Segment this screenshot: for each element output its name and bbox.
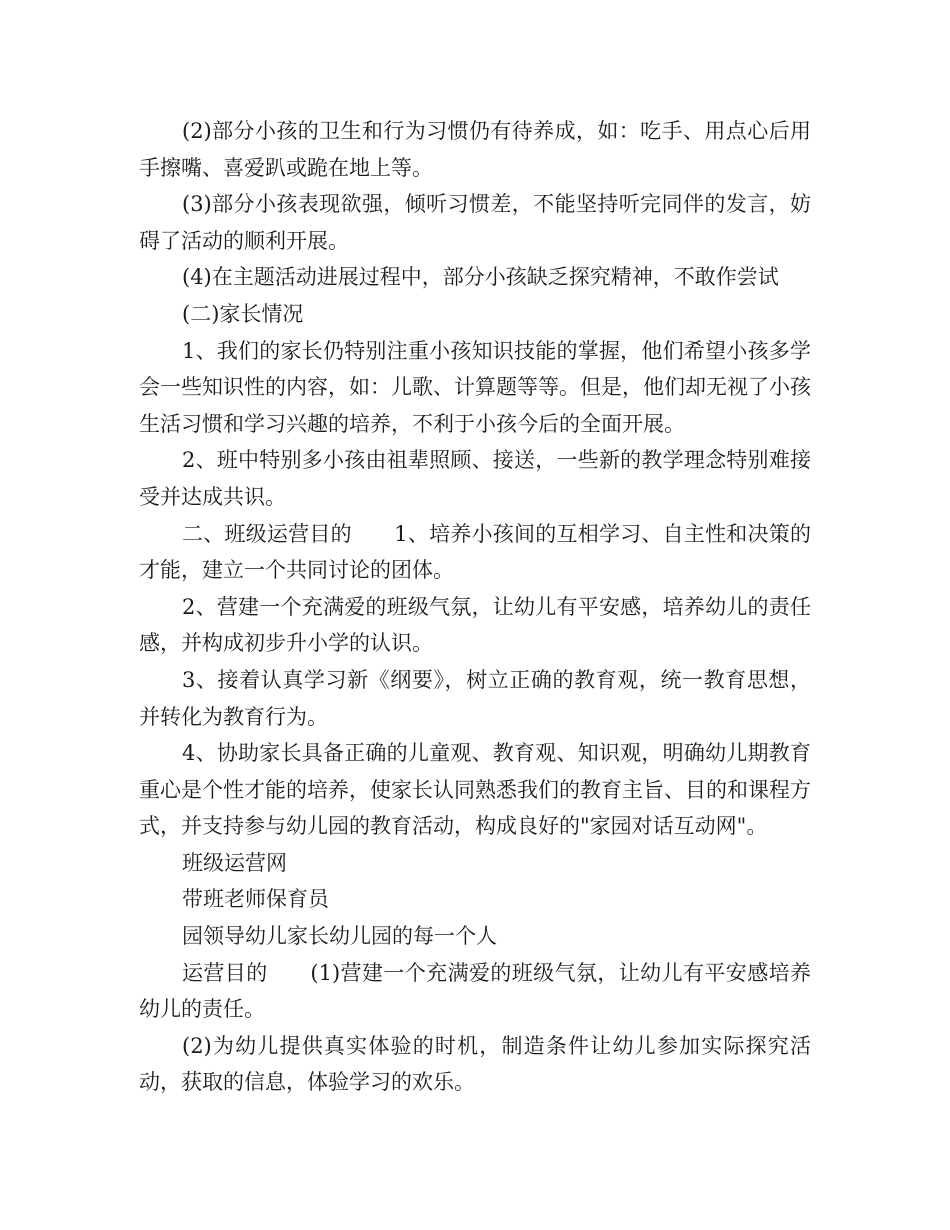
paragraph-operation-goal-1: 运营目的 (1)营建一个充满爱的班级气氛，让幼儿有平安感培养幼儿的责任。 <box>139 960 811 1022</box>
line-teachers-caregivers: 带班老师保育员 <box>182 887 329 912</box>
document-body <box>139 113 811 1101</box>
paragraph-class-goals-1: 二、班级运营目的 1、培养小孩间的互相学习、自主性和决策的才能，建立一个共同讨论的团体。 <box>139 521 811 583</box>
section-heading-parents: (二)家长情况 <box>182 301 304 326</box>
paragraph-listening-habits: (3)部分小孩表现欲强，倾听习惯差，不能坚持听完同伴的发言，妨碍了活动的顺利开展。 <box>139 192 811 253</box>
paragraph-exploration-spirit: (4)在主题活动进展过程中，部分小孩缺乏探究精神，不敢作尝试 <box>182 265 779 290</box>
paragraph-grandparents-care: 2、班中特别多小孩由祖辈照顾、接送，一些新的教学理念特别难接受并达成共识。 <box>139 448 811 509</box>
line-leaders-parents-everyone: 园领导幼儿家长幼儿园的每一个人 <box>182 924 497 949</box>
paragraph-parents-knowledge: 1、我们的家长仍特别注重小孩知识技能的掌握，他们希望小孩多学会一些知识性的内容，如：儿歌、计算题等等。但是，他们却无视了小孩生活习惯和学习兴趣的培养，不利于小孩今后的全面开展。 <box>139 338 811 436</box>
paragraph-class-goals-3: 3、接着认真学习新《纲要》，树立正确的教育观，统一教育思想，并转化为教育行为。 <box>139 667 811 729</box>
paragraph-hygiene-habits: (2)部分小孩的卫生和行为习惯仍有待养成，如：吃手、用点心后用手擦嘴、喜爱趴或跪在地上等。 <box>139 119 811 180</box>
line-class-network: 班级运营网 <box>182 850 287 875</box>
paragraph-operation-goal-2: (2)为幼儿提供真实体验的时机，制造条件让幼儿参加实际探究活动，获取的信息，体验学习的欢乐。 <box>139 1033 811 1095</box>
paragraph-class-goals-4: 4、协助家长具备正确的儿童观、教育观、知识观，明确幼儿期教育重心是个性才能的培养，使家长认同熟悉我们的教育主旨、目的和课程方式，并支持参与幼儿园的教育活动，构成良好的"家园对话互动网"。 <box>139 741 811 839</box>
paragraph-class-goals-2: 2、营建一个充满爱的班级气氛，让幼儿有平安感，培养幼儿的责任感，并构成初步升小学的认识。 <box>139 594 811 656</box>
